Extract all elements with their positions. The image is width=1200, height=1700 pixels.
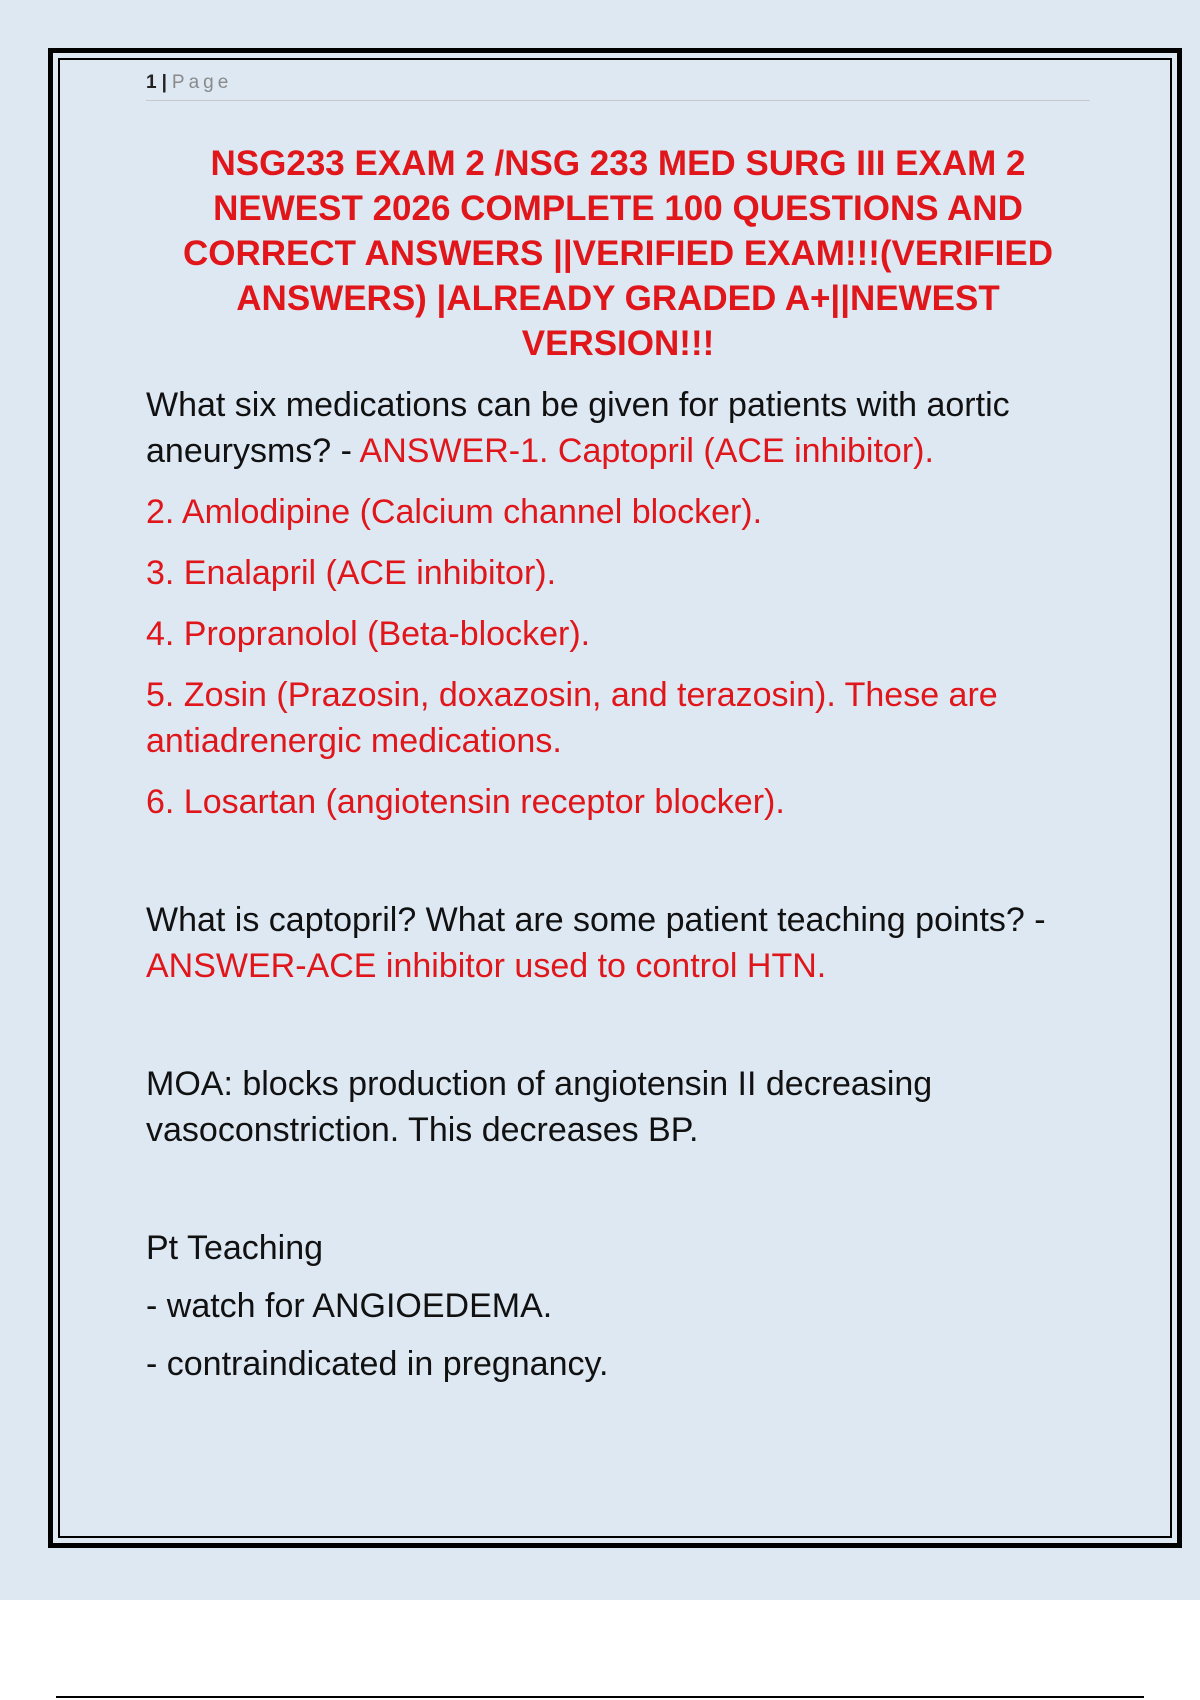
teaching-heading: Pt Teaching [146, 1229, 324, 1267]
page-header [146, 72, 1090, 101]
question-1-answer: ANSWER-1. Captopril (ACE inhibitor). [359, 432, 934, 470]
question-2-text: What is captopril? What are some patient teaching points? - [146, 901, 1046, 939]
question-1 [146, 382, 1090, 474]
teaching-point: - contraindicated in pregnancy. [146, 1345, 609, 1383]
answer-item: 5. Zosin (Prazosin, doxazosin, and terazosin). These are antiadrenergic medications. [146, 676, 998, 760]
footer-rule [56, 1696, 1144, 1698]
question-2-answer: ANSWER-ACE inhibitor used to control HTN. [146, 947, 827, 985]
document-content [146, 72, 1090, 1387]
teaching-point: - watch for ANGIOEDEMA. [146, 1287, 553, 1325]
document-title: NSG233 EXAM 2 /NSG 233 MED SURG III EXAM 2 NEWEST 2026 COMPLETE 100 QUESTIONS AND CORRECT ANSWERS ||VERIFIED EXAM!!!(VERIFIED ANSWERS) |ALREADY GRADED A+||NEWEST VERSION!!! [183, 144, 1053, 363]
answer-item: 6. Losartan (angiotensin receptor blocker). [146, 783, 785, 821]
page-label: Page [171, 72, 233, 93]
answer-item: 2. Amlodipine (Calcium channel blocker). [146, 493, 763, 531]
question-1-text: What six medications can be given for patients with aortic aneurysms? - [146, 386, 1010, 470]
answer-item: 3. Enalapril (ACE inhibitor). [146, 554, 557, 592]
answer-item: 4. Propranolol (Beta-blocker). [146, 615, 591, 653]
page-number: 1 [146, 72, 158, 93]
page-separator: | [161, 72, 168, 93]
question-2 [146, 897, 1090, 989]
moa-paragraph: MOA: blocks production of angiotensin II decreasing vasoconstriction. This decreases BP. [146, 1065, 933, 1149]
